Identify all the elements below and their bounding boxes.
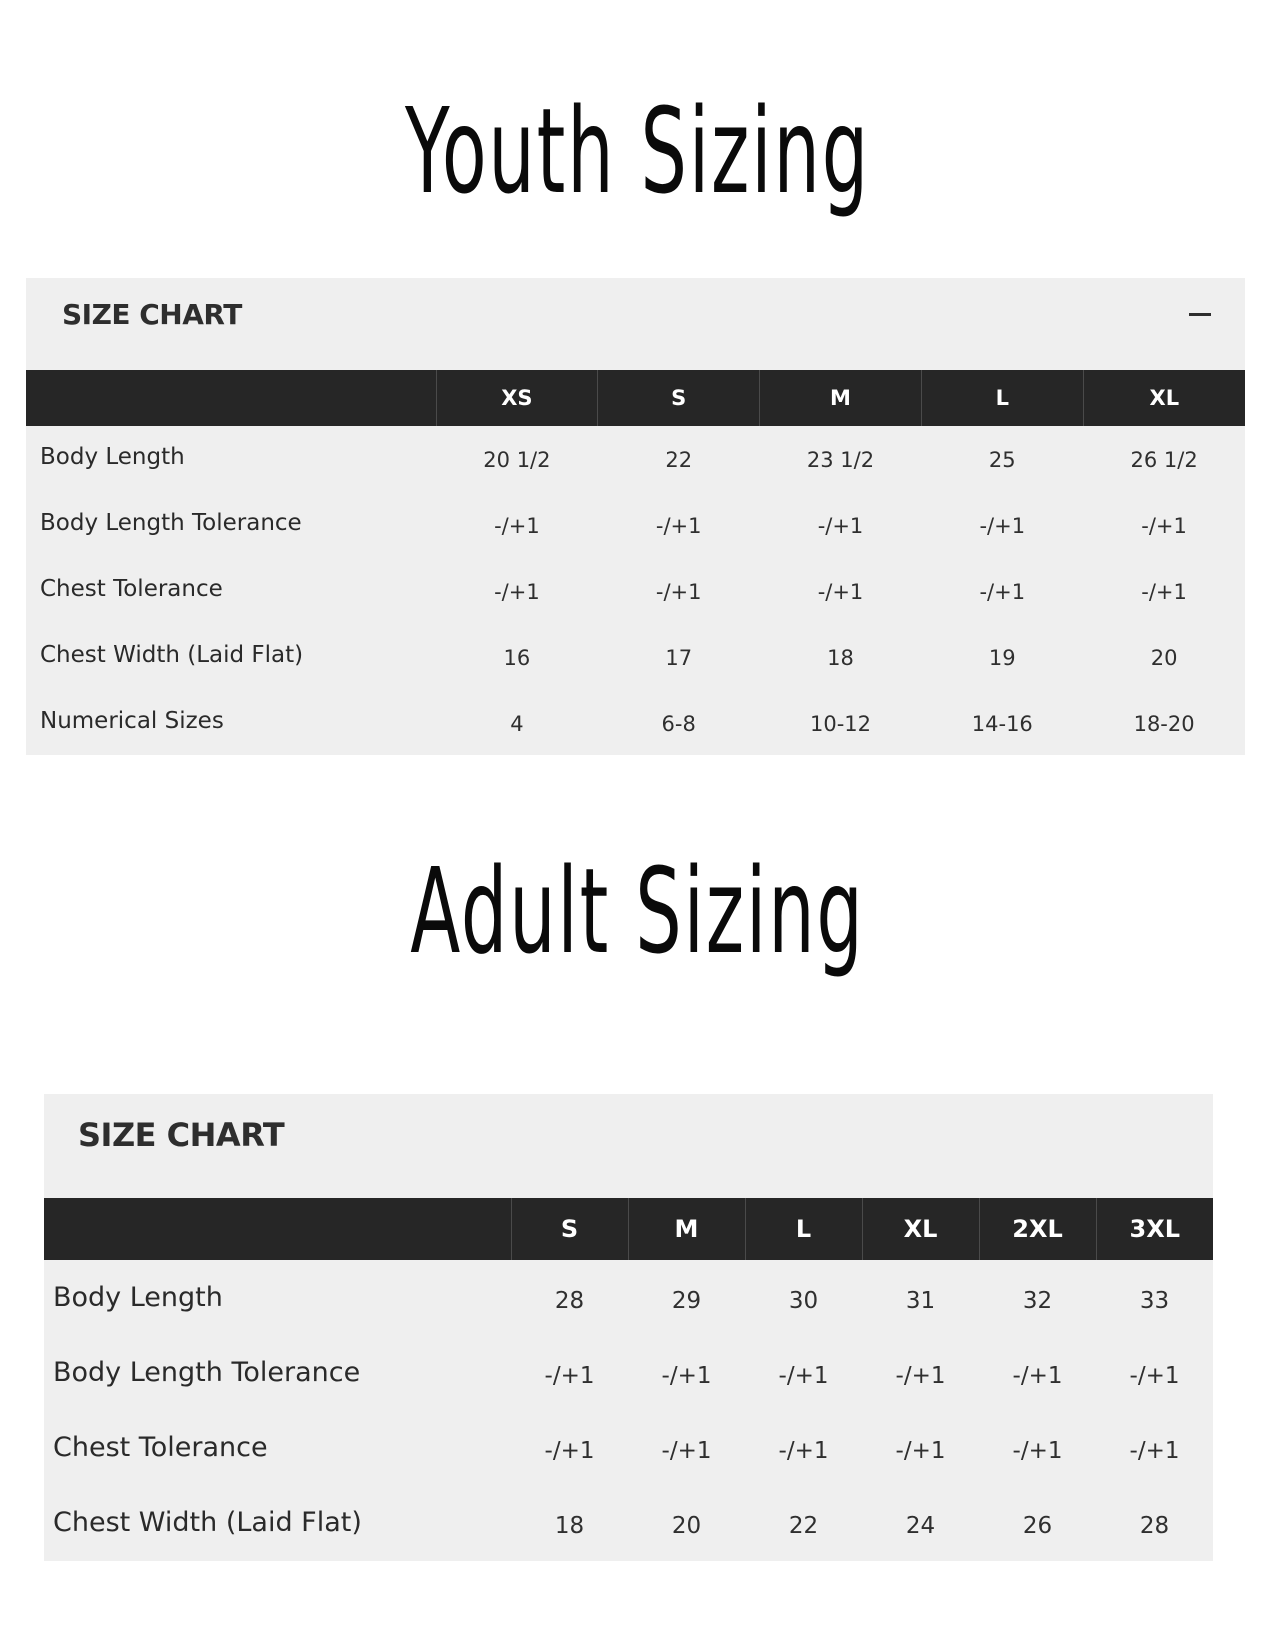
table-cell: -/+1 <box>895 1363 946 1389</box>
adult-sizing-title: Adult Sizing <box>410 842 865 980</box>
table-cell: -/+1 <box>655 580 702 604</box>
table-cell: 23 1/2 <box>806 448 875 472</box>
table-cell: 20 <box>1150 646 1178 670</box>
table-row <box>26 624 1245 690</box>
table-cell: 29 <box>671 1288 702 1314</box>
header-size-m: M <box>760 370 922 426</box>
adult-size-chart-title: SIZE CHART <box>78 1116 285 1154</box>
table-cell: -/+1 <box>778 1438 829 1464</box>
table-cell: 25 <box>988 448 1016 472</box>
header-corner-cell <box>26 370 436 426</box>
row-label: Chest Width (Laid Flat) <box>53 1507 362 1538</box>
adult-size-chart-panel <box>44 1094 1213 1561</box>
table-cell: 26 <box>1022 1513 1053 1539</box>
header-size-3xl: 3XL <box>1096 1198 1213 1260</box>
youth-size-chart-title: SIZE CHART <box>62 298 242 331</box>
youth-size-chart-panel <box>26 278 1245 755</box>
table-cell: 30 <box>788 1288 819 1314</box>
table-row <box>44 1335 1213 1410</box>
table-cell: -/+1 <box>1141 514 1187 538</box>
youth-sizing-title: Youth Sizing <box>404 82 871 220</box>
row-label: Chest Width (Laid Flat) <box>40 642 304 668</box>
table-cell: 18 <box>554 1513 585 1539</box>
table-cell: 28 <box>554 1288 585 1314</box>
table-cell: -/+1 <box>1129 1363 1180 1389</box>
row-label: Numerical Sizes <box>40 708 224 734</box>
header-size-xl: XL <box>862 1198 979 1260</box>
header-size-m: M <box>628 1198 745 1260</box>
adult-size-table <box>44 1198 1213 1560</box>
header-size-l: L <box>745 1198 862 1260</box>
minus-icon[interactable] <box>1189 313 1211 316</box>
table-row <box>26 690 1245 756</box>
table-cell: 6-8 <box>661 712 696 736</box>
table-cell: -/+1 <box>895 1438 946 1464</box>
table-cell: 26 1/2 <box>1130 448 1198 472</box>
table-cell: 4 <box>510 712 524 736</box>
table-cell: -/+1 <box>1129 1438 1180 1464</box>
table-cell: -/+1 <box>817 514 864 538</box>
header-size-s: S <box>511 1198 628 1260</box>
table-cell: -/+1 <box>979 580 1026 604</box>
adult-size-chart-header <box>44 1094 1213 1198</box>
youth-size-table <box>26 370 1245 756</box>
table-cell: 16 <box>503 646 531 670</box>
youth-size-chart-header[interactable] <box>26 278 1245 370</box>
table-cell: -/+1 <box>494 580 540 604</box>
table-cell: 24 <box>905 1513 936 1539</box>
table-cell: 32 <box>1022 1288 1053 1314</box>
table-cell: 19 <box>988 646 1016 670</box>
table-cell: 10-12 <box>809 712 871 736</box>
table-cell: 14-16 <box>971 712 1033 736</box>
table-cell: 22 <box>788 1513 819 1539</box>
row-label: Body Length Tolerance <box>40 510 302 536</box>
table-cell: -/+1 <box>544 1363 595 1389</box>
table-cell: 22 <box>665 448 693 472</box>
table-cell: -/+1 <box>817 580 864 604</box>
table-cell: 18-20 <box>1133 712 1195 736</box>
row-label: Chest Tolerance <box>53 1432 268 1463</box>
table-cell: -/+1 <box>1012 1363 1063 1389</box>
header-size-l: L <box>921 370 1083 426</box>
header-size-xl: XL <box>1083 370 1245 426</box>
table-cell: 28 <box>1139 1513 1170 1539</box>
table-cell: -/+1 <box>494 514 540 538</box>
row-label: Body Length <box>53 1282 223 1313</box>
table-cell: -/+1 <box>1012 1438 1063 1464</box>
table-cell: -/+1 <box>979 514 1026 538</box>
table-header-row <box>44 1198 1213 1260</box>
table-cell: -/+1 <box>661 1363 712 1389</box>
table-cell: 33 <box>1139 1288 1170 1314</box>
table-cell: -/+1 <box>661 1438 712 1464</box>
table-cell: -/+1 <box>544 1438 595 1464</box>
header-size-2xl: 2XL <box>979 1198 1096 1260</box>
table-cell: 18 <box>827 646 854 670</box>
table-row <box>26 426 1245 492</box>
header-size-xs: XS <box>436 370 598 426</box>
table-row <box>44 1485 1213 1560</box>
header-size-s: S <box>598 370 760 426</box>
row-label: Chest Tolerance <box>40 576 223 602</box>
header-corner-cell <box>44 1198 511 1260</box>
table-cell: -/+1 <box>778 1363 829 1389</box>
row-label: Body Length Tolerance <box>53 1357 361 1388</box>
table-cell: 20 1/2 <box>483 448 551 472</box>
table-header-row <box>26 370 1245 426</box>
table-row <box>26 558 1245 624</box>
table-cell: -/+1 <box>1141 580 1187 604</box>
table-cell: 20 <box>671 1513 702 1539</box>
table-row <box>26 492 1245 558</box>
row-label: Body Length <box>40 444 185 470</box>
table-cell: 17 <box>665 646 693 670</box>
table-row <box>44 1410 1213 1485</box>
table-row <box>44 1260 1213 1335</box>
table-cell: -/+1 <box>655 514 702 538</box>
table-cell: 31 <box>905 1288 936 1314</box>
